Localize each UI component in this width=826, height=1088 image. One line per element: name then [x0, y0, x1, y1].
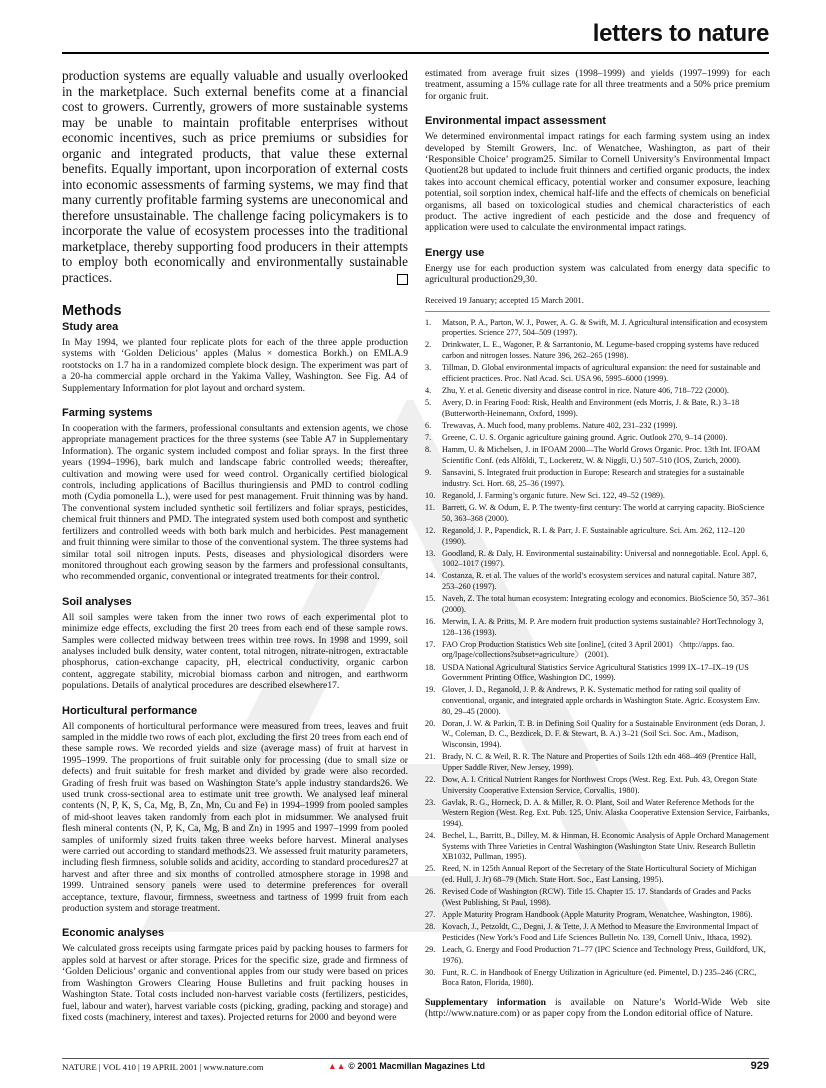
supplementary-information [425, 997, 770, 1020]
reference-number: 15. [425, 594, 436, 604]
reference-text: Brady, N. C. & Weil, R. R. The Nature and Properties of Soils 12th edn 468–469 (Prentice Hall, Upper Saddle River, New Jersey, 1999). [442, 752, 757, 772]
reference-text: Kovach, J., Petzoldt, C., Degni, J. & Tette, J. A Method to Measure the Environmental Impact of Pesticides (New York’s Food and Life Sciences Bulletin No. 139, Cornell Univ., Ithaca, 1992). [442, 922, 759, 942]
lead-paragraph [62, 68, 408, 285]
reference-number: 16. [425, 617, 436, 627]
section-title: Environmental impact assessment [425, 115, 606, 128]
section-title: Horticultural performance [62, 704, 198, 717]
reference-number: 6. [425, 421, 432, 430]
reference-text: Doran, J. W. & Parkin, T. B. in Defining Soil Quality for a Sustainable Environment (eds Doran, J. W., Coleman, D. C., Bezdicek, D. F. & Stewart, B. A.) 3–21 (Soil Sci. Soc. Am., Madison, Wisconsin, 1994). [442, 718, 766, 749]
journal-citation: NATURE | VOL 410 | 19 APRIL 2001 | www.nature.com [62, 1062, 264, 1072]
section-title: Energy use [425, 246, 485, 259]
reference-text: Bechel, L., Barritt, B., Dilley, M. & Hinman, H. Economic Analysis of Apple Orchard Management Systems with Three Varieties in Central Washington (Washington State Univ. Research Bulletin XB1032, Pullman, 1995). [442, 831, 769, 862]
reference-text: Reganold, J. Farming’s organic future. New Sci. 122, 49–52 (1989). [442, 490, 665, 500]
reference-number: 29. [425, 944, 436, 954]
reference-number: 14. [425, 571, 436, 581]
section-text: We determined environmental impact ratings for each farming system using an index developed by Stemilt Growers, Inc. of Wenatchee, Washington, as part of their ‘Responsible Choice’ program25. Similar to Cornell University’s Environmental Impact Quotient28 but updated to include fruit thinners and certified organic products, the index takes into account chemical efficacy, potential worker and consumer exposure, leaching potential, soil sorption index, chemical half-life and the effects of chemicals on beneficial organisms, all based on toxicological studies and chemical characteristics of each product. The active ingredient of each pesticide and the dose and frequency of application were used to calculate the environmental impact ratings. [425, 131, 770, 234]
reference-text: Revised Code of Washington (RCW). Title 15. Chapter 15. 17. Standards of Grades and Packs (West Publishing, St Paul, 1998). [442, 887, 751, 907]
reference-number: 21. [425, 752, 436, 762]
reference-item [425, 968, 770, 989]
reference-item [425, 887, 770, 908]
reference-text: Dow, A. I. Critical Nutrient Ranges for Northwest Crops (West. Reg. Ext. Pub. 43, Oregon State University Cooperative Extension Service, Corvallis, 1980). [442, 774, 758, 795]
reference-item [425, 445, 770, 466]
reference-item [425, 491, 770, 502]
reference-text: Drinkwater, L. E., Wagoner, P. & Sarrantonio, M. Legume-based cropping systems have reduced carbon and nitrogen losses. Nature 396, 262–265 (1998). [442, 340, 759, 361]
reference-text: Naveh, Z. The total human ecosystem: Integrating ecology and economics. BioScience 50, 357–361 (2000). [442, 594, 770, 614]
reference-number: 24. [425, 831, 436, 841]
reference-text: FAO Crop Production Statistics Web site [online], (cited 3 April 2001) 〈http://apps. fao. org/lpage/collections?subset=agriculture〉 (2001). [442, 639, 735, 660]
section-study-area [62, 321, 408, 394]
page-number: 929 [750, 1060, 769, 1072]
reference-text: USDA National Agricultural Statistics Service Agricultural Statistics 1999 IX–17–IX–19 (US Government Printing Office, Washington DC, 1999). [442, 662, 749, 683]
reference-text: Matson, P. A., Parton, W. J., Power, A. G. & Swift, M. J. Agricultural intensification and ecosystem properties. Science 277, 504–509 (1997). [442, 317, 768, 338]
reference-text: Trewavas, A. Much food, many problems. Nature 402, 231–232 (1999). [442, 421, 678, 430]
received-dates: Received 19 January; accepted 15 March 2001. [425, 295, 584, 305]
publisher-line [328, 1061, 485, 1071]
references-rule [425, 311, 770, 312]
reference-number: 30. [425, 967, 436, 977]
reference-number: 5. [425, 398, 432, 408]
section-energy-use [425, 247, 770, 286]
right-column [425, 68, 770, 1029]
reference-text: Goodland, R. & Daly, H. Environmental sustainability: Universal and nonnegotiable. Ecol. Appl. 6, 1002–1017 (1997). [442, 548, 769, 569]
reference-text: Reganold, J. P., Papendick, R. I. & Parr, J. F. Sustainable agriculture. Sci. Am. 262, 112–120 (1990). [442, 525, 745, 546]
reference-number: 20. [425, 718, 436, 728]
reference-number: 13. [425, 548, 436, 558]
reference-item [425, 340, 770, 361]
section-text: In cooperation with the farmers, professional consultants and extension agents, we chose appropriate management practices for the three systems (see Table A7 in Supplementary Information). The organic system included compost and foliar sprays. In the first three years (1994–1996), bark mulch and landscape fabric controlled weeds; thereafter, cultivation and mowing were used for weed control. Organically certified biological controls, including applications of Bacillus thuringiensis and PMD to control codling moth (Cydia pomonella L.), were used for pest management. Fruit thinning was by hand. The conventional system included synthetic soil fertilizers and foliar sprays, pesticides, chemical fruit thinners and PMD. The integrated system used both compost and synthetic fertilizers and controlled weeds with both bark mulch and herbicides. Pest management and fruit thinning were similar to those of the conventional system. The three systems had similar total soil nitrogen inputs. Pests, diseases and physiological disorders were monitored throughout each growing season by the farmers and professional consultants, who recommended organic, conventional or integrated treatments for their control. [62, 423, 408, 583]
reference-item [425, 719, 770, 751]
section-text: All components of horticultural performance were measured from trees, leaves and fruit sampled in the middle two rows of each plot, excluding the first 20 trees from each end of these sample rows. We recorded yields and size (average mass) of fruit at harvest in 1995–1999. The proportions of fruit suitable only for processing (due to small size or defects) and fruit suitable for fresh market and divided by grade were also recorded. Grading of fresh fruit was based on Washington State’s apple industry standards26. We used trunk cross-sectional area to estimate unit tree growth. We analysed leaf mineral contents (N, P, K, S, Ca, Mg, B, Zn, Mn, Cu and Fe) in 1994–1999 from pooled samples of mid-shoot leaves taken randomly from each plot in midsummer. We analysed fruit flesh mineral contents (N, P, K, Ca, Mg, B and Zn) in 1995 and 1997–1999 from pooled samples of uniformly sized fruits taken three weeks before harvest. Mineral analyses were carried out according to standard methods23. We assessed fruit maturity parameters, including flesh firmness, soluble solids and acidity, according to standard procedures27 at harvest and after three and six months of controlled atmosphere storage in 1998 and 1999. Untrained sensory panels were used to determine preferences for overall acceptance, texture, flavour, firmness, sweetness and tartness of 1999 fruit from each production system and storage treatment. [62, 720, 408, 915]
reference-item [425, 617, 770, 638]
reference-number: 12. [425, 525, 436, 535]
reference-item [425, 468, 770, 489]
reference-item [425, 910, 770, 921]
section-text: Energy use for each production system was calculated from energy data specific to agricultural production29,30. [425, 262, 770, 286]
reference-item [425, 433, 770, 444]
economic-analyses-continued [425, 68, 770, 102]
section-title: Study area [62, 321, 119, 333]
reference-number: 22. [425, 774, 436, 784]
reference-item [425, 640, 770, 661]
end-mark-icon [397, 274, 408, 285]
reference-number: 19. [425, 685, 436, 695]
left-column [62, 68, 408, 1036]
reference-text: Zhu, Y. et al. Genetic diversity and disease control in rice. Nature 406, 718–722 (2000). [442, 386, 729, 396]
reference-number: 9. [425, 468, 432, 478]
reference-text: Avery, D. in Fearing Food: Risk, Health and Environment (eds Morris, J. & Bate, R.) 3–18 (Butterworth-Heinemann, Oxford, 1999). [442, 398, 740, 418]
reference-number: 3. [425, 363, 432, 373]
reference-number: 26. [425, 887, 436, 897]
reference-number: 8. [425, 445, 432, 455]
footer-rule [62, 1058, 769, 1059]
header-rule [62, 52, 769, 54]
reference-item [425, 831, 770, 863]
reference-text: Funt, R. C. in Handbook of Energy Utilization in Agriculture (ed. Pimentel, D.) 235–246 (CRC, Boca Raton, Florida, 1980). [442, 967, 757, 988]
section-text: We calculated gross receipts using farmgate prices paid by packing houses to farmers for apples sold at harvest or after storage. Prices for the specific size, grade and firmness of ‘Golden Delicious’ organic and conventional apples from our study were based on prices from Washington Growers Clearing House Bulletins and fruit packing houses in Washington State. Total costs included non-harvest variable costs (fertilizers, pesticides, fuel, labour and water), harvest variable costs (picking, grading, packing and storage) and fixed costs (machinery, interest and taxes). Projected returns for 2000 and beyond were [62, 943, 408, 1023]
reference-number: 25. [425, 864, 436, 874]
reference-item [425, 526, 770, 547]
section-title: Soil analyses [62, 595, 132, 608]
section-economic-analyses [62, 927, 408, 1023]
journal-section-title: letters to nature [592, 20, 769, 47]
reference-number: 27. [425, 910, 436, 919]
reference-number: 10. [425, 490, 436, 500]
supplementary-label: Supplementary information [425, 996, 546, 1008]
reference-text: Barrett, G. W. & Odum, E. P. The twenty-first century: The world at carrying capacity. BioScience 50, 363–368 (2000). [442, 503, 765, 523]
reference-item [425, 594, 770, 615]
reference-text: Hamm, U. & Michelsen, J. in IFOAM 2000—The World Grows Organic. Proc. 13th Int. IFOAM Scientific Conf. (eds Alföldi, T., Lockeretz, W. & Niggli, U.) 507–510 (IOS, Zurich, 2000). [442, 445, 761, 465]
reference-item [425, 549, 770, 570]
reference-number: 18. [425, 662, 436, 672]
reference-text: Glover, J. D., Reganold, J. P. & Andrews, P. K. Systematic method for rating soil quality of conventional, organic, and integrated apple orchards in Washington State. Agric. Ecosystem Env. 80, 29–45 (2000). [442, 685, 760, 716]
reference-text: Tillman, D. Global environmental impacts of agricultural expansion: the need for sustainable and efficient practices. Proc. Natl Acad. Sci. USA 96, 5995–6000 (1999). [442, 363, 761, 383]
reference-number: 4. [425, 386, 432, 396]
reference-item [425, 775, 770, 796]
reference-text: Apple Maturity Program Handbook (Apple Maturity Program, Wenatchee, Washington, 1986). [442, 910, 753, 919]
reference-item [425, 386, 770, 397]
section-title: Farming systems [62, 407, 153, 420]
reference-number: 11. [425, 503, 435, 513]
section-text: In May 1994, we planted four replicate plots for each of the three apple production systems with ‘Golden Delicious’ apples (Malus × domestica Borkh.) on EMLA.9 rootstocks on 1.7 ha in a randomized complete block design. The experiment was part of a 20-ha commercial apple orchard in the Yakima Valley, Washington. See Fig. A4 of Supplementary Information for plot layout and orchard system. [62, 337, 408, 394]
lead-text: production systems are equally valuable and usually overlooked in the marketplace. Such external benefits come at a financial cost to growers. Currently, growers of more sustainable systems may be unable to maintain profitable enterprises without economic incentives, such as price premiums or subsidies for organic and integrated products, that value these external benefits. Equally important, upon incorporation of external costs into economic assessments of farming systems, we may find that many currently profitable farming systems are uneconomical and therefore unsustainable. The challenge facing policymakers is to incorporate the value of ecosystem processes into the traditional marketplace, thereby supporting food producers in their attempts to employ both economically and environmentally sustainable practices. [62, 68, 408, 285]
reference-item [425, 798, 770, 830]
reference-item [425, 663, 770, 684]
section-title: Economic analyses [62, 927, 165, 940]
reference-text: Reed, N. in 125th Annual Report of the Secretary of the State Horticultural Society of Michigan (ed. Hull, J. Jr) 68–79 (Mich. State Hort. Soc., East Lansing, 1995). [442, 864, 757, 885]
reference-item [425, 421, 770, 432]
reference-item [425, 922, 770, 943]
reference-item [425, 752, 770, 773]
reference-item [425, 398, 770, 419]
reference-text: Merwin, I. A. & Pritts, M. P. Are modern fruit production systems sustainable? HortTechnology 3, 128–136 (1993). [442, 617, 764, 637]
publisher-text: © 2001 Macmillan Magazines Ltd [348, 1061, 485, 1071]
section-environmental-impact [425, 115, 770, 234]
methods-heading: Methods [62, 303, 122, 319]
reference-text: Sansavini, S. Integrated fruit production in Europe: Research and strategies for a sustainable industry. Sci. Hort. 68, 25–36 (1997). [442, 468, 745, 488]
reference-item [425, 503, 770, 524]
section-text: estimated from average fruit sizes (1998–1999) and yields (1997–1999) for each treatment, assuming a 15% cullage rate for all three treatments and a 50% price premium for organic fruit. [425, 68, 770, 102]
reference-item [425, 571, 770, 592]
reference-text: Gavlak, R. G., Horneck, D. A. & Miller, R. O. Plant, Soil and Water Reference Methods for the Western Region (West. Reg. Ext. Pub. 125, Univ. Alaska Cooperative Extension Service, Fairbanks, 1994). [442, 797, 770, 828]
supplementary-text: is available on Nature’s World-Wide Web site (http://www.nature.com) or as paper copy from the London editorial office of Nature. [425, 996, 770, 1020]
reference-text: Costanza, R. et al. The values of the world’s ecosystem services and natural capital. Nature 387, 253–260 (1997). [442, 571, 757, 592]
reference-item [425, 864, 770, 885]
reference-number: 23. [425, 797, 436, 807]
reference-text: Greene, C. U. S. Organic agriculture gaining ground. Agric. Outlook 270, 9–14 (2000). [442, 433, 728, 443]
reference-text: Leach, G. Energy and Food Production 71–77 (IPC Science and Technology Press, Guildford, UK, 1976). [442, 944, 766, 965]
reference-number: 7. [425, 433, 432, 443]
section-soil-analyses [62, 596, 408, 692]
reference-item [425, 945, 770, 966]
section-farming-systems [62, 407, 408, 583]
reference-item [425, 318, 770, 339]
reference-item [425, 685, 770, 717]
macmillan-logo-icon: ▲▲ [328, 1061, 346, 1071]
reference-number: 1. [425, 317, 432, 327]
reference-item [425, 363, 770, 384]
section-horticultural-performance [62, 705, 408, 915]
reference-number: 28. [425, 922, 436, 932]
reference-number: 17. [425, 639, 436, 649]
reference-list [425, 318, 770, 989]
reference-number: 2. [425, 340, 432, 350]
section-text: All soil samples were taken from the inner two rows of each experimental plot to minimize edge effects, excluding the first 20 trees from each end of these sample rows. Samples were collected midway between trees within tree rows. In 1998 and 1999, soil analyses included bulk density, water content, total nitrogen, nitrate-nitrogen, extractable phosphorus, cation-exchange capacity, pH, electrical conductivity, organic carbon content, aggregate stability, microbial biomass carbon and nitrogen, and earthworm populations. Details of analytical procedures are described elsewhere17. [62, 611, 408, 692]
